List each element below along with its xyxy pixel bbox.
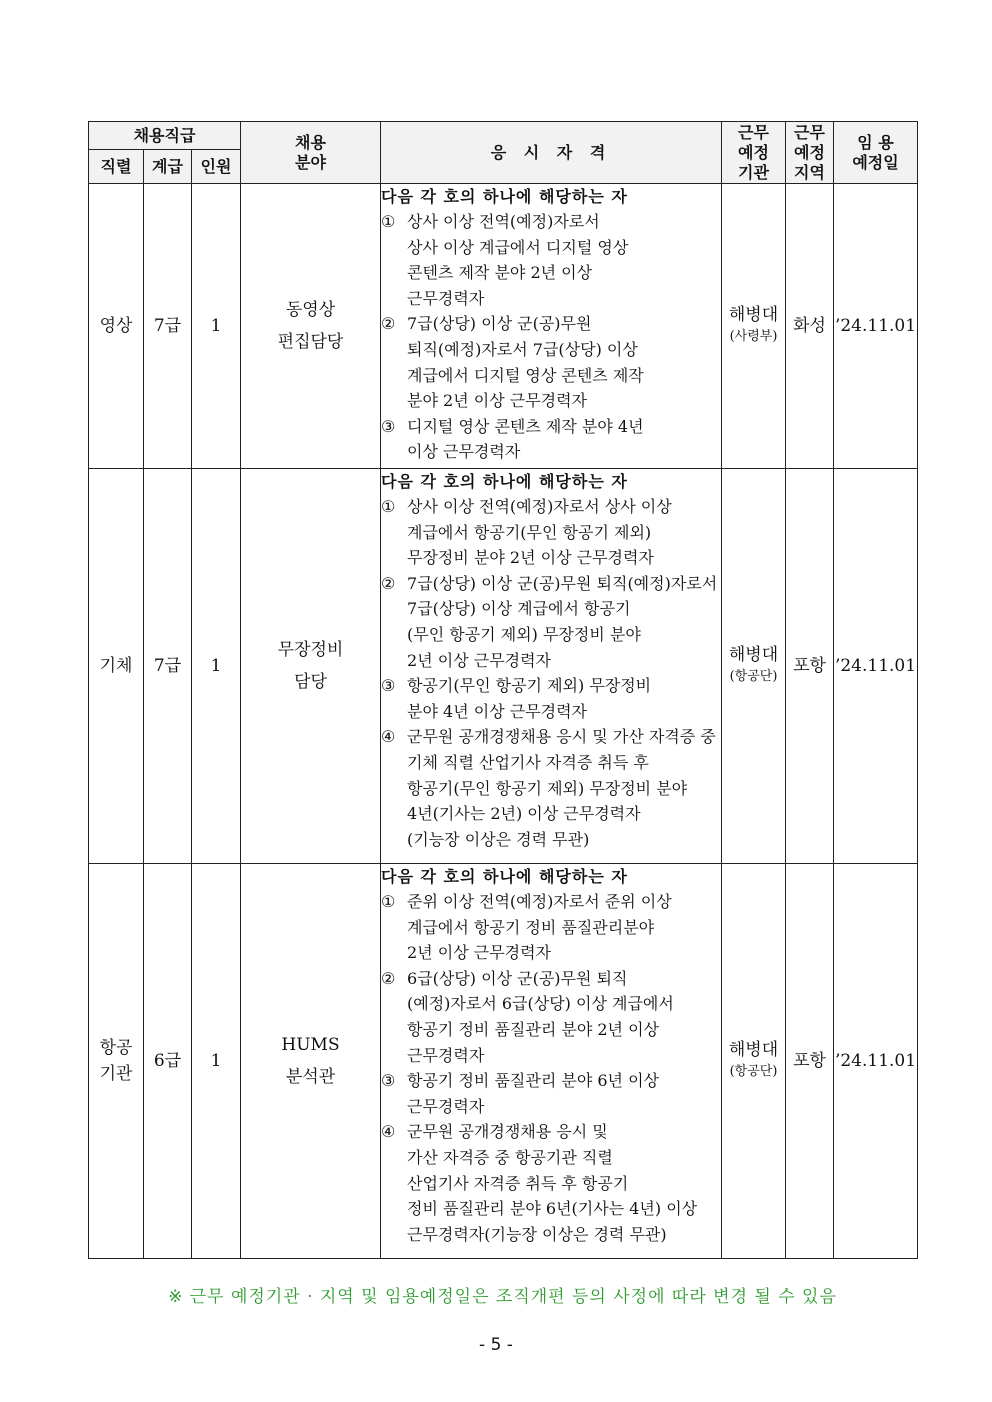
header-job: 직렬 bbox=[89, 150, 144, 184]
region-cell: 화성 bbox=[786, 184, 834, 469]
count-cell: 1 bbox=[192, 184, 241, 469]
grade-cell: 6급 bbox=[144, 864, 192, 1259]
table-row bbox=[89, 184, 918, 469]
item-number: ① bbox=[381, 892, 396, 911]
item-number: ③ bbox=[381, 676, 396, 696]
item-text: 준위 이상 전역(예정)자로서 준위 이상 계급에서 항공기 정비 품질관리분야 2년 이상 근무경력자 bbox=[407, 892, 672, 963]
item-text: 디지털 영상 콘텐츠 제작 분야 4년 이상 근무경력자 bbox=[407, 416, 644, 462]
header-region: 근무 예정 지역 bbox=[786, 122, 834, 184]
qualification-item bbox=[381, 311, 721, 413]
item-number: ④ bbox=[381, 1122, 396, 1142]
org-cell bbox=[722, 864, 786, 1259]
date-cell: ’24.11.01 bbox=[834, 864, 918, 1259]
header-appoint-date: 임 용 예정일 bbox=[834, 122, 918, 184]
item-text: 7급(상당) 이상 군(공)무원 퇴직(예정)자로서 7급(상당) 이상 계급에서 디지털 영상 콘텐츠 제작 분야 2년 이상 근무경력자 bbox=[407, 314, 644, 411]
grade-cell: 7급 bbox=[144, 469, 192, 864]
qualification-item bbox=[381, 571, 721, 673]
org-cell bbox=[722, 469, 786, 864]
header-position-group: 채용직급 bbox=[89, 122, 241, 150]
qualification-item bbox=[381, 414, 721, 465]
org-sub: (사령부) bbox=[729, 329, 778, 344]
item-text: 6급(상당) 이상 군(공)무원 퇴직 (예정)자로서 6급(상당) 이상 계급에서 항공기 정비 품질관리 분야 2년 이상 근무경력자 bbox=[407, 968, 674, 1065]
count-cell: 1 bbox=[192, 864, 241, 1259]
item-number: ② bbox=[381, 314, 396, 334]
org-sub: (항공단) bbox=[729, 669, 778, 684]
region-cell: 포항 bbox=[786, 864, 834, 1259]
item-text: 7급(상당) 이상 군(공)무원 퇴직(예정)자로서 7급(상당) 이상 계급에서 항공기 (무인 항공기 제외) 무장정비 분야 2년 이상 근무경력자 bbox=[407, 573, 718, 670]
field-cell: 무장정비 담당 bbox=[241, 469, 381, 864]
header-org: 근무 예정 기관 bbox=[722, 122, 786, 184]
qualification-item bbox=[381, 209, 721, 311]
org-sub: (항공단) bbox=[729, 1064, 778, 1079]
qualification-item bbox=[381, 1119, 721, 1247]
org-name: 해병대 bbox=[728, 645, 779, 665]
job-cell: 항공 기관 bbox=[89, 864, 144, 1259]
item-number: ② bbox=[381, 573, 396, 593]
header-qualification: 응 시 자 격 bbox=[381, 122, 722, 184]
date-cell: ’24.11.01 bbox=[834, 469, 918, 864]
table-row bbox=[89, 864, 918, 1259]
qualification-item bbox=[381, 966, 721, 1068]
qualification-item bbox=[381, 889, 721, 966]
qualification-item bbox=[381, 673, 721, 724]
qualification-item bbox=[381, 724, 721, 852]
item-number: ① bbox=[381, 497, 396, 516]
header-field: 채용 분야 bbox=[241, 122, 381, 184]
item-text: 항공기 정비 품질관리 분야 6년 이상 근무경력자 bbox=[407, 1071, 660, 1116]
item-number: ① bbox=[381, 212, 396, 231]
grade-cell: 7급 bbox=[144, 184, 192, 469]
job-cell: 기체 bbox=[89, 469, 144, 864]
org-name: 해병대 bbox=[728, 1040, 779, 1060]
notice-text: ※ 근무 예정기관 · 지역 및 임용예정일은 조직개편 등의 사정에 따라 변경 될 수 있음 bbox=[168, 1287, 837, 1307]
qualification-heading: 다음 각 호의 하나에 해당하는 자 bbox=[381, 867, 628, 886]
field-cell: 동영상 편집담당 bbox=[241, 184, 381, 469]
qualification-cell bbox=[381, 184, 722, 469]
header-count: 인원 bbox=[192, 150, 241, 184]
field-cell: HUMS 분석관 bbox=[241, 864, 381, 1259]
qualification-heading: 다음 각 호의 하나에 해당하는 자 bbox=[381, 187, 628, 206]
job-cell: 영상 bbox=[89, 184, 144, 469]
qualification-cell bbox=[381, 469, 722, 864]
qualification-item bbox=[381, 1068, 721, 1119]
org-name: 해병대 bbox=[728, 305, 779, 325]
recruitment-table bbox=[88, 121, 918, 1259]
org-cell bbox=[722, 184, 786, 469]
item-number: ② bbox=[381, 968, 396, 988]
item-text: 상사 이상 전역(예정)자로서 상사 이상 계급에서 항공기(무인 항공기 제외) 무장정비 분야 2년 이상 근무경력자 bbox=[407, 497, 672, 568]
item-text: 항공기(무인 항공기 제외) 무장정비 분야 4년 이상 근무경력자 bbox=[407, 676, 652, 721]
qualification-item bbox=[381, 494, 721, 571]
item-text: 상사 이상 전역(예정)자로서 상사 이상 계급에서 디지털 영상 콘텐츠 제작 분야 2년 이상 근무경력자 bbox=[407, 212, 629, 308]
table-row bbox=[89, 469, 918, 864]
qualification-heading: 다음 각 호의 하나에 해당하는 자 bbox=[381, 472, 628, 491]
date-cell: ’24.11.01 bbox=[834, 184, 918, 469]
page-number: - 5 - bbox=[479, 1335, 513, 1355]
item-number: ③ bbox=[381, 416, 396, 436]
count-cell: 1 bbox=[192, 469, 241, 864]
qualification-cell bbox=[381, 864, 722, 1259]
item-text: 군무원 공개경쟁채용 응시 및 가산 자격증 중 기체 직렬 산업기사 자격증 취득 후 항공기(무인 항공기 제외) 무장정비 분야 4년(기사는 2년) 이상 근무경력자 (기능장 이상은 경력 무관) bbox=[407, 727, 716, 849]
item-number: ④ bbox=[381, 727, 396, 747]
item-number: ③ bbox=[381, 1071, 396, 1091]
region-cell: 포항 bbox=[786, 469, 834, 864]
header-grade: 계급 bbox=[144, 150, 192, 184]
item-text: 군무원 공개경쟁채용 응시 및 가산 자격증 중 항공기관 직렬 산업기사 자격증 취득 후 항공기 정비 품질관리 분야 6년(기사는 4년) 이상 근무경력자(기능장 이상은 경력 무관) bbox=[407, 1122, 698, 1244]
